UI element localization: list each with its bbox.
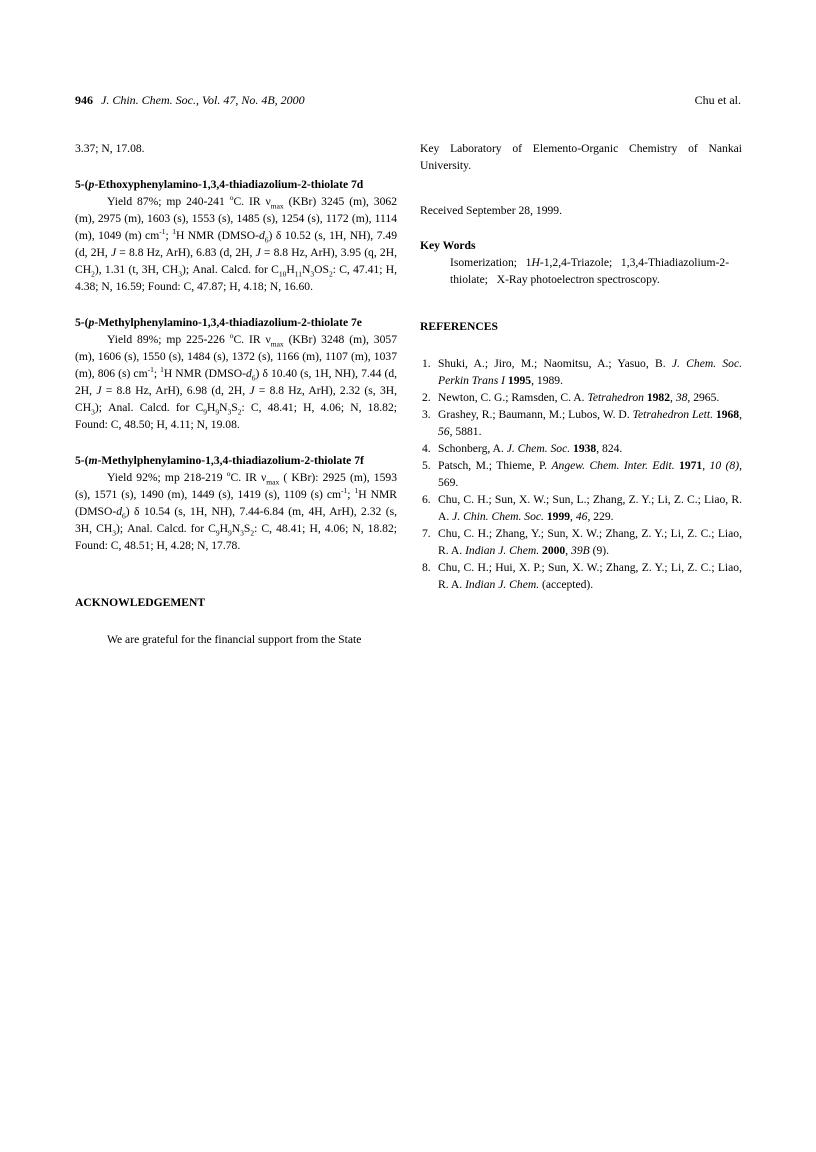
keywords-heading: Key Words [420, 239, 476, 252]
reference-item: 6. Chu, C. H.; Sun, X. W.; Sun, L.; Zhang, Z. Y.; Li, Z. C.; Liao, R. A. J. Chin. Chem. Soc. 1999, 46, 229. [422, 493, 742, 523]
compound-data: Yield 87%; mp 240-241 $^o$C. IR $\nu_{max}$ (KBr) 3245 (m), 3062 (m), 2975 (m), 1603 (s), 1553 (s), 1485 (s), 1254 (s), 1172 (m), 1114 (m), 1049 (m) $cm^{-1}$; $^1$H NMR $(DMSO-d_6)$ δ 10.52 (s, 1H, NH), 7.49 (d, 2H, J = 8.8 Hz, ArH), 6.83 (d, 2H, J = 8.8 Hz, ArH), 3.95 (q, 2H, $CH_2$), 1.31 (t, 3H, $CH_3$); Anal. Calcd. for $C_{10}H_{11}N_3OS_2$: C, 47.41; H, 4.38; N, 16.59; Found: C, 47.87; H, 4.18; N, 16.60. [75, 193, 397, 293]
acknowledgement-text: We are grateful for the financial support from the State [107, 633, 362, 646]
acknowledgement-continued: Key Laboratory of Elemento-Organic Chemistry of Nankai University. [420, 142, 742, 172]
received-date: Received September 28, 1999. [420, 204, 562, 217]
compound-data: Yield 89%; mp 225-226 $^o$C. IR $\nu_{max}$ (KBr) 3248 (m), 3057 (m), 1606 (s), 1550 (s), 1484 (s), 1372 (s), 1166 (m), 1107 (m), 1037 (m), 806 (s) $cm^{-1}$; $^1$H NMR $(DMSO-d_6)$ δ 10.40 (s, 1H, NH), 7.44 (d, 2H, J = 8.8 Hz, ArH), 6.98 (d, 2H, J = 8.8 Hz, ArH), 2.32 (s, 3H, $CH_3$); Anal. Calcd. for $C_9H_9N_3S_2$: C, 48.41; H, 4.06; N, 18.82; Found: C, 48.50; H, 4.11; N, 19.08. [75, 331, 398, 431]
compound-7e [75, 314, 397, 433]
references-list [420, 355, 742, 593]
acknowledgement-heading: ACKNOWLEDGEMENT [75, 596, 206, 609]
running-authors: Chu et al. [694, 93, 741, 107]
compound-7d [75, 176, 397, 295]
references-heading: REFERENCES [420, 320, 498, 333]
reference-item: 7. Chu, C. H.; Zhang, Y.; Sun, X. W.; Zhang, Z. Y.; Li, Z. C.; Liao, R. A. Indian J. Chem. 2000, 39B (9). [422, 527, 742, 557]
running-header [75, 93, 741, 109]
reference-item: 8. Chu, C. H.; Hui, X. P.; Sun, X. W.; Zhang, Z. Y.; Li, Z. C.; Liao, R. A. Indian J. Chem. (accepted). [422, 561, 742, 591]
reference-item: 4. Schonberg, A. J. Chem. Soc. 1938, 824. [422, 442, 623, 455]
page-number: 946 [75, 93, 93, 107]
compound-data: Yield 92%; mp 218-219 $^o$C. IR $\nu_{max}$ ( KBr): 2925 (m), 1593 (s), 1571 (s), 1490 (m), 1449 (s), 1419 (s), 1109 (s) $cm^{-1}$; $^1$H NMR $(DMSO-d_6)$ δ 10.54 (s, 1H, NH), 7.44-6.84 (m, 4H, ArH), 2.32 (s, 3H, $CH_3$); Anal. Calcd. for $C_9H_9N_3S_2$: C, 48.41; H, 4.06; N, 18.82; Found: C, 48.51; H, 4.28; N, 17.78. [75, 469, 397, 552]
right-column [420, 140, 742, 593]
reference-item: 3. Grashey, R.; Baumann, M.; Lubos, W. D. Tetrahedron Lett. 1968, 56, 5881. [422, 408, 742, 438]
compound-title: 5-(p-Ethoxyphenylamino-1,3,4-thiadiazolium-2-thiolate 7d [75, 178, 364, 191]
reference-item: 2. Newton, C. G.; Ramsden, C. A. Tetrahedron 1982, 38, 2965. [422, 391, 720, 404]
reference-item: 5. Patsch, M.; Thieme, P. Angew. Chem. Inter. Edit. 1971, 10 (8), 569. [422, 459, 742, 489]
left-column [75, 140, 397, 648]
journal-citation: J. Chin. Chem. Soc., Vol. 47, No. 4B, 2000 [101, 93, 305, 107]
reference-item: 1. Shuki, A.; Jiro, M.; Naomitsu, A.; Yasuo, B. J. Chem. Soc. Perkin Trans I 1995, 1989. [422, 357, 742, 387]
compound-title: 5-(p-Methylphenylamino-1,3,4-thiadiazolium-2-thiolate 7e [75, 316, 362, 329]
keywords-list: Isomerization; 1H-1,2,4-Triazole; 1,3,4-Thiadiazolium-2-thiolate; X-Ray photoelectron spectroscopy. [450, 256, 730, 286]
compound-title: 5-(m-Methylphenylamino-1,3,4-thiadiazolium-2-thiolate 7f [75, 454, 364, 467]
carryover-text: 3.37; N, 17.08. [75, 142, 145, 155]
compound-7f [75, 452, 397, 554]
